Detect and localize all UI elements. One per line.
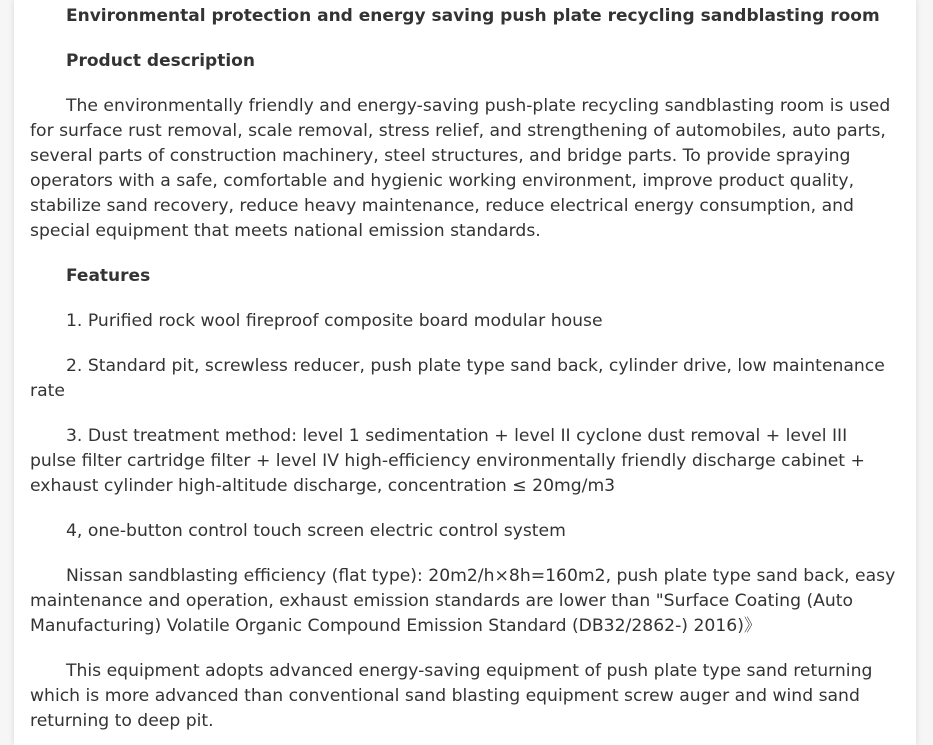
feature-item-3: 3. Dust treatment method: level 1 sedimentation + level II cyclone dust removal + level III pulse filter cartridge filter + level IV high-efficiency environmentally friendly discharge cabinet + exhaust cylinder high-altitude discharge, concentration ≤ 20mg/m3: [30, 426, 865, 496]
article-title: Environmental protection and energy saving push plate recycling sandblasting room: [66, 6, 880, 26]
feature-item-2: 2. Standard pit, screwless reducer, push plate type sand back, cylinder drive, low maintenance rate: [30, 356, 885, 401]
article-page: [14, 0, 916, 745]
product-description-heading: Product description: [66, 51, 255, 71]
feature-item-1: 1. Purified rock wool fireproof composite board modular house: [66, 311, 603, 331]
closing-paragraph: This equipment adopts advanced energy-saving equipment of push plate type sand returning which is more advanced than conventional sand blasting equipment screw auger and wind sand returning to deep pit.: [30, 661, 873, 731]
efficiency-paragraph: Nissan sandblasting efficiency (flat type): 20m2/h×8h=160m2, push plate type sand back, easy maintenance and operation, exhaust emission standards are lower than "Surface Coating (Auto Manufacturing) Volatile Organic Compound Emission Standard (DB32/2862-) 2016)》: [30, 566, 896, 636]
article-content: [30, 4, 898, 745]
features-heading: Features: [66, 266, 151, 286]
feature-item-4: 4, one-button control touch screen electric control system: [66, 521, 566, 541]
product-description-paragraph: The environmentally friendly and energy-saving push-plate recycling sandblasting room is used for surface rust removal, scale removal, stress relief, and strengthening of automobiles, auto parts, several parts of construction machinery, steel structures, and bridge parts. To provide spraying operators with a safe, comfortable and hygienic working environment, improve product quality, stabilize sand recovery, reduce heavy maintenance, reduce electrical energy consumption, and special equipment that meets national emission standards.: [30, 96, 891, 241]
